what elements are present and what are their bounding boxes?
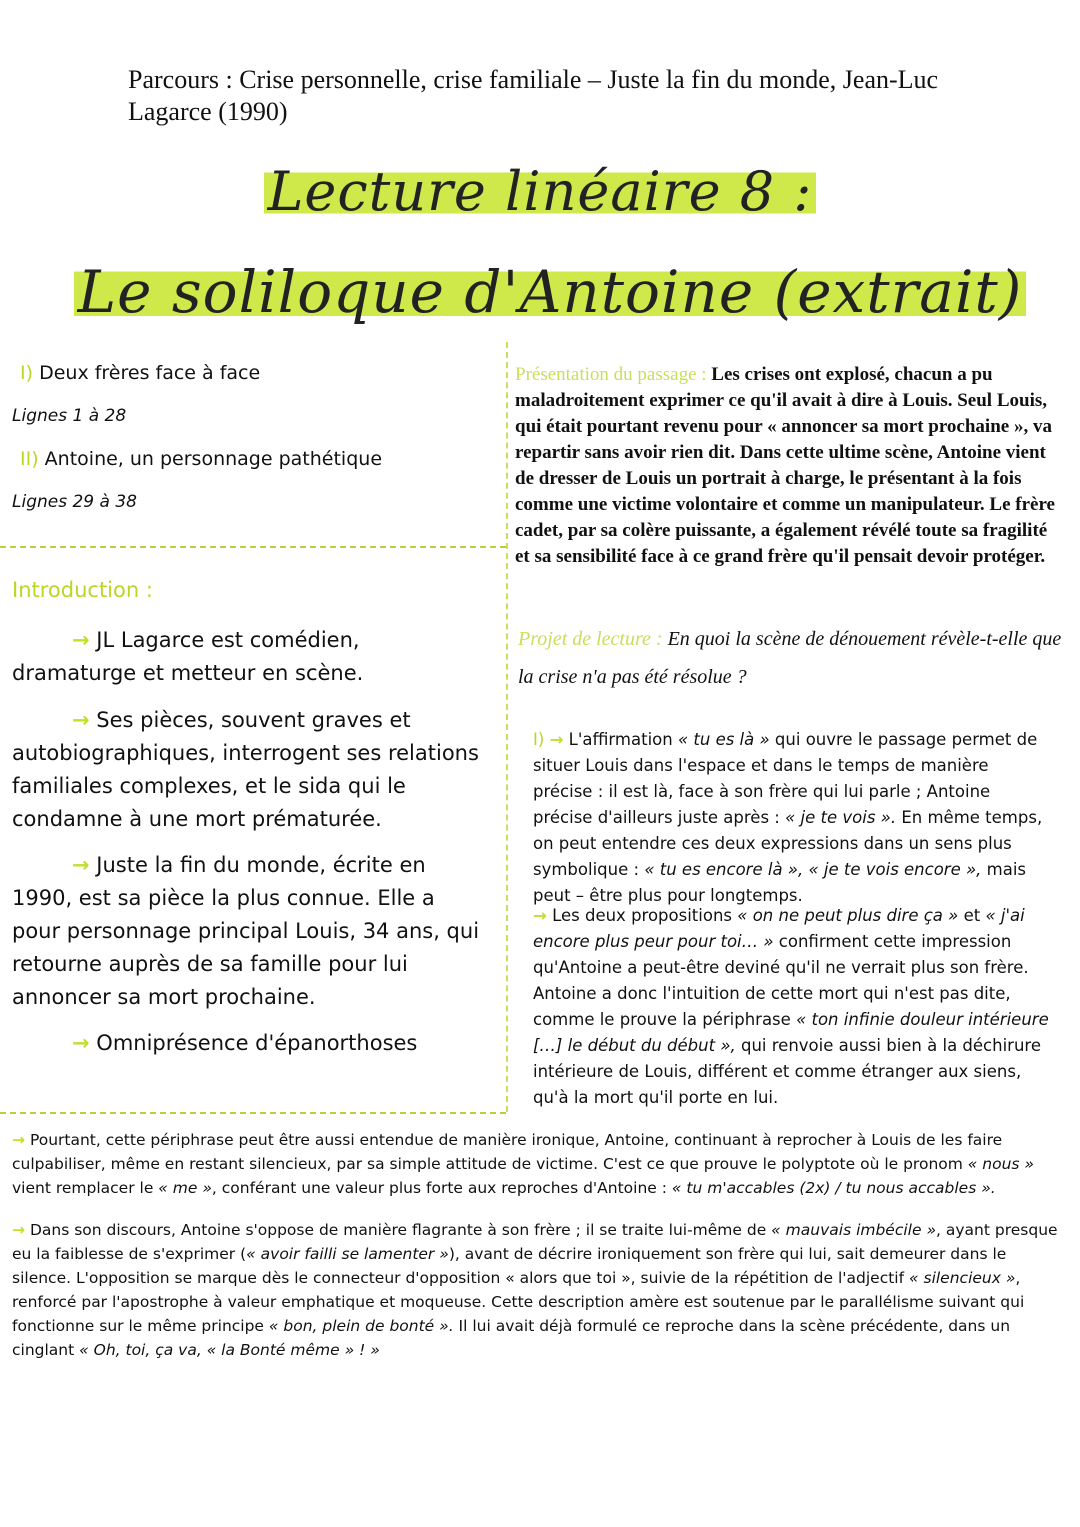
quotation: « avoir failli se lamenter » <box>246 1245 449 1263</box>
plan-part-2-number: II) <box>20 448 39 470</box>
quotation: « on ne peut plus dire ça » <box>737 906 959 925</box>
arrow-icon: → <box>72 628 90 652</box>
plan-part-1-lines: Lignes 1 à 28 <box>12 406 127 426</box>
plan-part-1-label: Deux frères face à face <box>39 362 261 384</box>
quotation: « silencieux » <box>909 1269 1016 1287</box>
presentation-label: Présentation du passage : <box>515 364 707 385</box>
title-line-1 <box>0 160 1080 223</box>
analysis-text: , ayant presque eu la faiblesse de s'exprimer ( <box>12 1221 1058 1263</box>
quotation: « ton infinie douleur intérieure […] le début du début », <box>533 1010 1049 1055</box>
horizontal-divider <box>0 1112 506 1114</box>
analysis-text: L'affirmation <box>568 730 678 749</box>
arrow-icon: → <box>533 906 547 925</box>
analysis-text: Les deux propositions <box>552 906 738 925</box>
quotation: « je te vois ». <box>785 808 897 827</box>
analysis-text: et <box>958 906 986 925</box>
quotation: « j'ai encore plus peur pour toi… » <box>533 906 1025 951</box>
analysis-text: confirment cette impression qu'Antoine a peut-être deviné qu'il ne verrait plus son frère. Antoine a donc l'intuition de cette mort qui n'est pas dite, comme le prouve la périphrase <box>533 932 1029 1029</box>
analysis-text: mais peut – être plus pour longtemps. <box>533 860 1027 905</box>
intro-paragraph-4 <box>12 1027 482 1060</box>
plan-part-2-lines: Lignes 29 à 38 <box>12 492 137 512</box>
horizontal-divider <box>0 546 506 548</box>
analysis-text: qui ouvre le passage permet de situer Louis dans l'espace et dans le temps de manière précise : il est là, face à son frère qui lui parle ; Antoine précise d'ailleurs juste après : <box>533 730 1038 827</box>
projet-text: En quoi la scène de dénouement révèle-t-elle que la crise n'a pas été résolue ? <box>518 628 1062 688</box>
quotation: « tu es encore là », « je te vois encore », <box>644 860 982 879</box>
plan-part-1-number: I) <box>20 362 34 384</box>
analysis-text: Il lui avait déjà formulé ce reproche dans la scène précédente, dans un cinglant <box>12 1317 1011 1359</box>
quotation: « nous » <box>967 1155 1034 1173</box>
quotation: « bon, plein de bonté ». <box>268 1317 454 1335</box>
arrow-icon: → <box>12 1221 25 1239</box>
analysis-paragraph-2 <box>533 903 1053 1111</box>
arrow-icon: → <box>12 1131 25 1149</box>
analysis-paragraph-4 <box>12 1218 1062 1362</box>
title-line-2-text: Le soliloque d'Antoine (extrait) <box>74 258 1027 326</box>
analysis-text: En même temps, on peut entendre ces deux expressions dans un sens plus symbolique : <box>533 808 1043 879</box>
intro-paragraph-4-text: Omniprésence d'épanorthoses <box>96 1031 418 1055</box>
plan-part-1 <box>20 362 260 384</box>
analysis-paragraph-3 <box>12 1128 1062 1200</box>
arrow-icon: → <box>72 708 90 732</box>
presentation-passage <box>515 362 1065 570</box>
intro-paragraph-1 <box>12 624 482 690</box>
analysis-text: vient remplacer le <box>12 1179 159 1197</box>
analysis-text: ), avant de décrire ironiquement son frère qui lui, sait demeurer dans le silence. L'opposition se marque dès le connecteur d'opposition « alors que toi », suivie de la répétition de l'adjectif <box>12 1245 1007 1287</box>
analysis-text: Dans son discours, Antoine s'oppose de manière flagrante à son frère ; il se traite lui-même de <box>29 1221 772 1239</box>
quotation: « mauvais imbécile » <box>771 1221 937 1239</box>
vertical-divider <box>506 342 508 1112</box>
analysis-part-number: I) <box>533 730 545 749</box>
intro-paragraph-1-text: JL Lagarce est comédien, dramaturge et metteur en scène. <box>12 628 364 685</box>
arrow-icon: → <box>549 730 564 749</box>
quotation: « me » <box>158 1179 212 1197</box>
intro-paragraph-3-text: Juste la fin du monde, écrite en 1990, est sa pièce la plus connue. Elle a pour personnage principal Louis, 34 ans, qui retourne auprès de sa famille pour lui annoncer sa mort prochaine. <box>12 853 480 1009</box>
analysis-text: , renforcé par l'apostrophe à valeur emphatique et moqueuse. Cette description amère est soutenue par le parallélisme suivant qui fonctionne sur le même principe <box>12 1269 1025 1335</box>
arrow-icon: → <box>72 853 90 877</box>
projet-de-lecture <box>518 620 1068 696</box>
plan-part-2 <box>20 448 382 470</box>
analysis-paragraph-1 <box>533 727 1053 909</box>
quotation: « tu es là » <box>677 730 770 749</box>
arrow-icon: → <box>72 1031 90 1055</box>
analysis-text: qui renvoie aussi bien à la déchirure intérieure de Louis, différent et comme étranger aux siens, qu'à la mort qu'il porte en lui. <box>533 1036 1041 1107</box>
parcours-header: Parcours : Crise personnelle, crise familiale – Juste la fin du monde, Jean-Luc Lagarce (1990) <box>128 65 939 126</box>
plan-part-2-label: Antoine, un personnage pathétique <box>44 448 383 470</box>
title-line-1-text: Lecture linéaire 8 : <box>264 160 817 223</box>
projet-label: Projet de lecture : <box>518 628 663 650</box>
intro-paragraph-2 <box>12 704 482 836</box>
quotation: « Oh, toi, ça va, « la Bonté même » ! » <box>79 1341 380 1359</box>
presentation-text: Les crises ont explosé, chacun a pu maladroitement exprimer ce qu'il avait à dire à Louis. Seul Louis, qui était pourtant revenu pour « annoncer sa mort prochaine », va repartir sans avoir rien dit. Dans cette ultime scène, Antoine vient de dresser de Louis un portrait à charge, le présentant à la fois comme une victime volontaire et comme un manipulateur. Le frère cadet, par sa colère puissante, a également révélé toute sa fragilité et sa sensibilité face à ce grand frère qu'il pensait devoir protéger. <box>515 364 1055 567</box>
analysis-text: Pourtant, cette périphrase peut être aussi entendue de manière ironique, Antoine, continuant à reprocher à Louis de les faire culpabiliser, même en restant silencieux, par sa simple attitude de victime. C'est ce que prouve le polyptote où le pronom <box>12 1131 1003 1173</box>
intro-paragraph-2-text: Ses pièces, souvent graves et autobiographiques, interrogent ses relations familiales complexes, et le sida qui le condamne à une mort prématurée. <box>12 708 479 831</box>
title-line-2 <box>20 258 1080 326</box>
analysis-text: , conférant une valeur plus forte aux reproches d'Antoine : <box>211 1179 672 1197</box>
intro-paragraph-3 <box>12 849 482 1014</box>
intro-title: Introduction : <box>12 578 153 602</box>
quotation: « tu m'accables (2x) / tu nous accables ». <box>671 1179 996 1197</box>
